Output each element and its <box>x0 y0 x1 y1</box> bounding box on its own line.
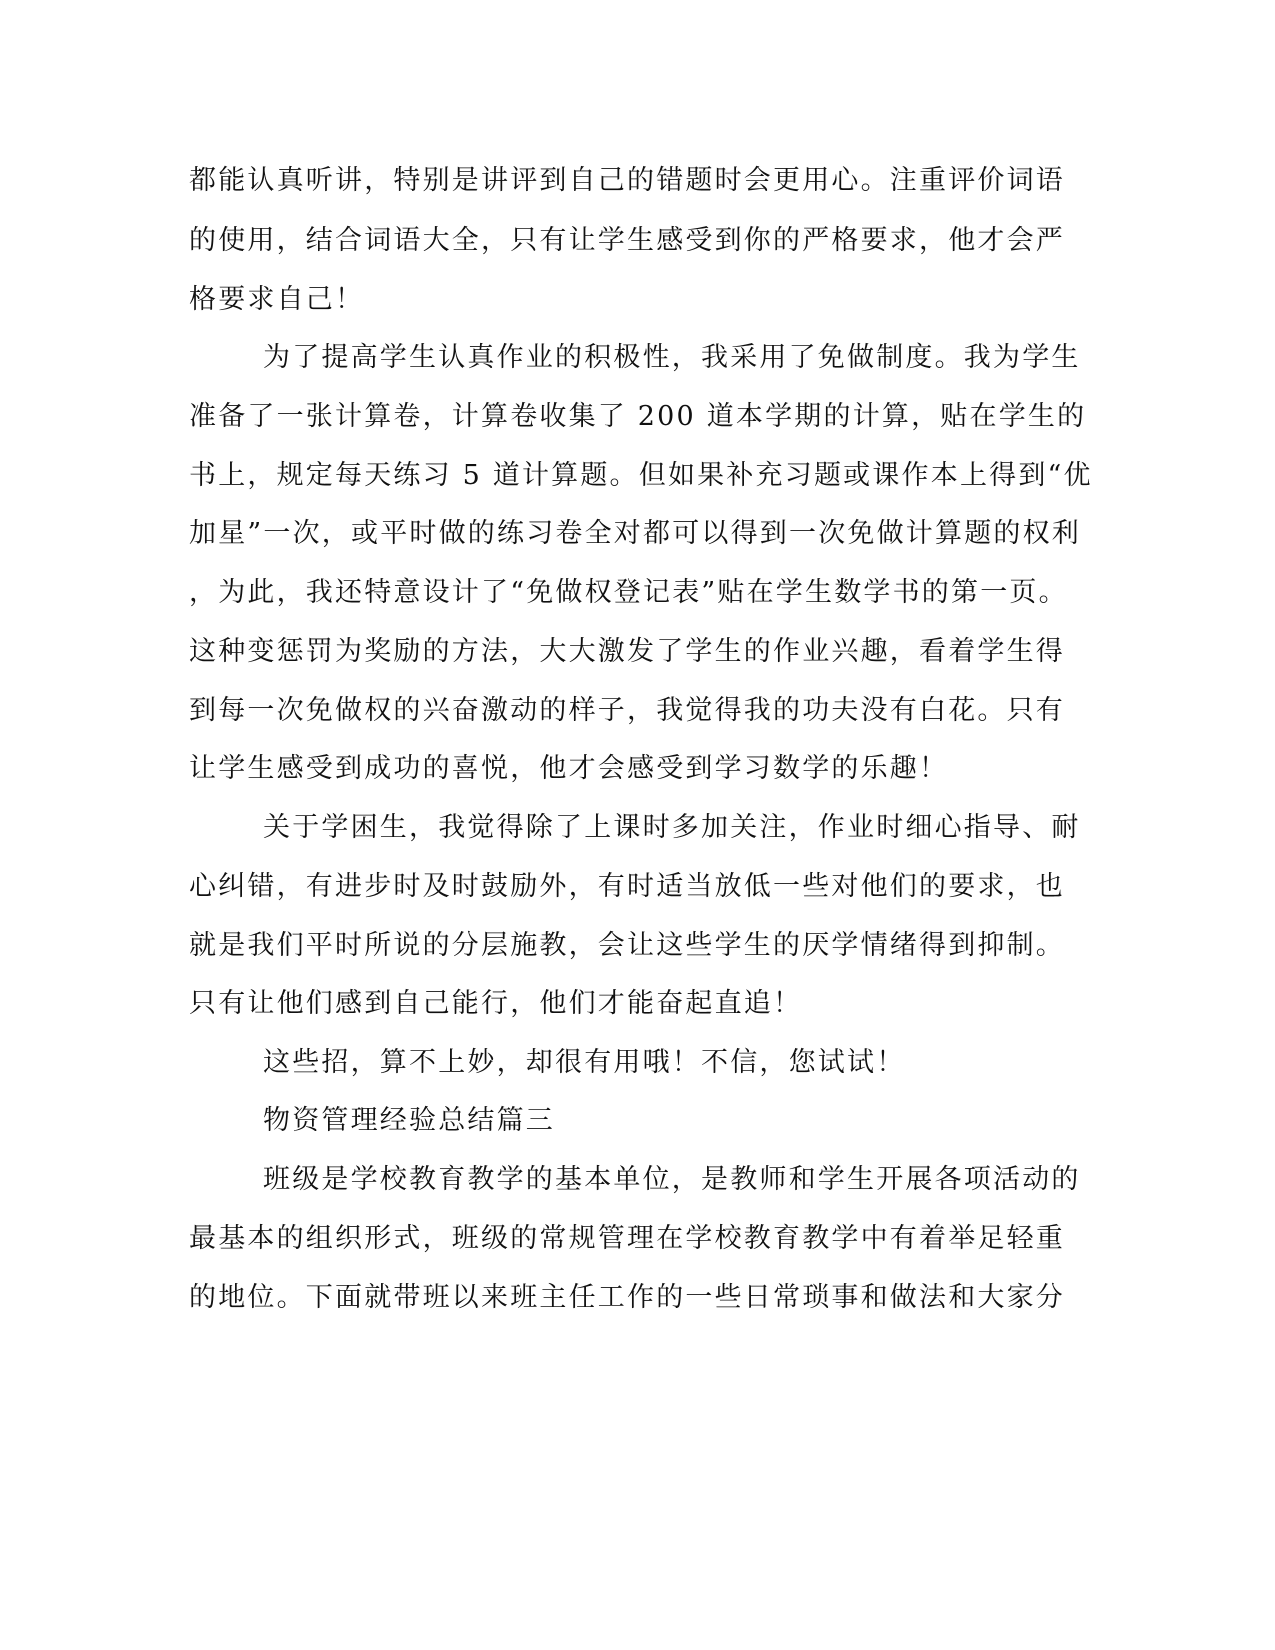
text-line: 心纠错，有进步时及时鼓励外，有时适当放低一些对他们的要求，也 <box>189 871 1065 902</box>
text-line: 的使用，结合词语大全，只有让学生感受到你的严格要求，他才会严 <box>189 225 1065 256</box>
text-line: 书上，规定每天练习 5 道计算题。但如果补充习题或课作本上得到“优 <box>189 460 1093 491</box>
text-line: 的地位。下面就带班以来班主任工作的一些日常琐事和做法和大家分 <box>189 1282 1065 1313</box>
paragraph-start-line: 为了提高学生认真作业的积极性，我采用了免做制度。我为学生 <box>263 342 1081 373</box>
text-line: 就是我们平时所说的分层施教，会让这些学生的厌学情绪得到抑制。 <box>189 930 1065 961</box>
text-line: ，为此，我还特意设计了“免做权登记表”贴在学生数学书的第一页。 <box>189 577 1068 608</box>
paragraph-start-line: 班级是学校教育教学的基本单位，是教师和学生开展各项活动的 <box>263 1164 1081 1195</box>
text-line: 都能认真听讲，特别是讲评到自己的错题时会更用心。注重评价词语 <box>189 165 1065 196</box>
text-line: 只有让他们感到自己能行，他们才能奋起直追！ <box>189 988 803 1019</box>
text-line: 让学生感受到成功的喜悦，他才会感受到学习数学的乐趣！ <box>189 753 949 784</box>
paragraph-start-line: 关于学困生，我觉得除了上课时多加关注，作业时细心指导、耐 <box>263 812 1081 843</box>
section-title: 物资管理经验总结篇三 <box>263 1105 555 1136</box>
text-line: 到每一次免做权的兴奋激动的样子，我觉得我的功夫没有白花。只有 <box>189 695 1065 726</box>
text-line: 格要求自己！ <box>189 284 365 315</box>
text-line: 这种变惩罚为奖励的方法，大大激发了学生的作业兴趣，看着学生得 <box>189 636 1065 667</box>
text-line: 最基本的组织形式，班级的常规管理在学校教育教学中有着举足轻重 <box>189 1223 1065 1254</box>
text-line: 准备了一张计算卷，计算卷收集了 200 道本学期的计算，贴在学生的 <box>189 401 1087 432</box>
text-line: 加星”一次，或平时做的练习卷全对都可以得到一次免做计算题的权利 <box>189 518 1082 549</box>
paragraph-line: 这些招，算不上妙，却很有用哦！不信，您试试！ <box>263 1047 906 1078</box>
